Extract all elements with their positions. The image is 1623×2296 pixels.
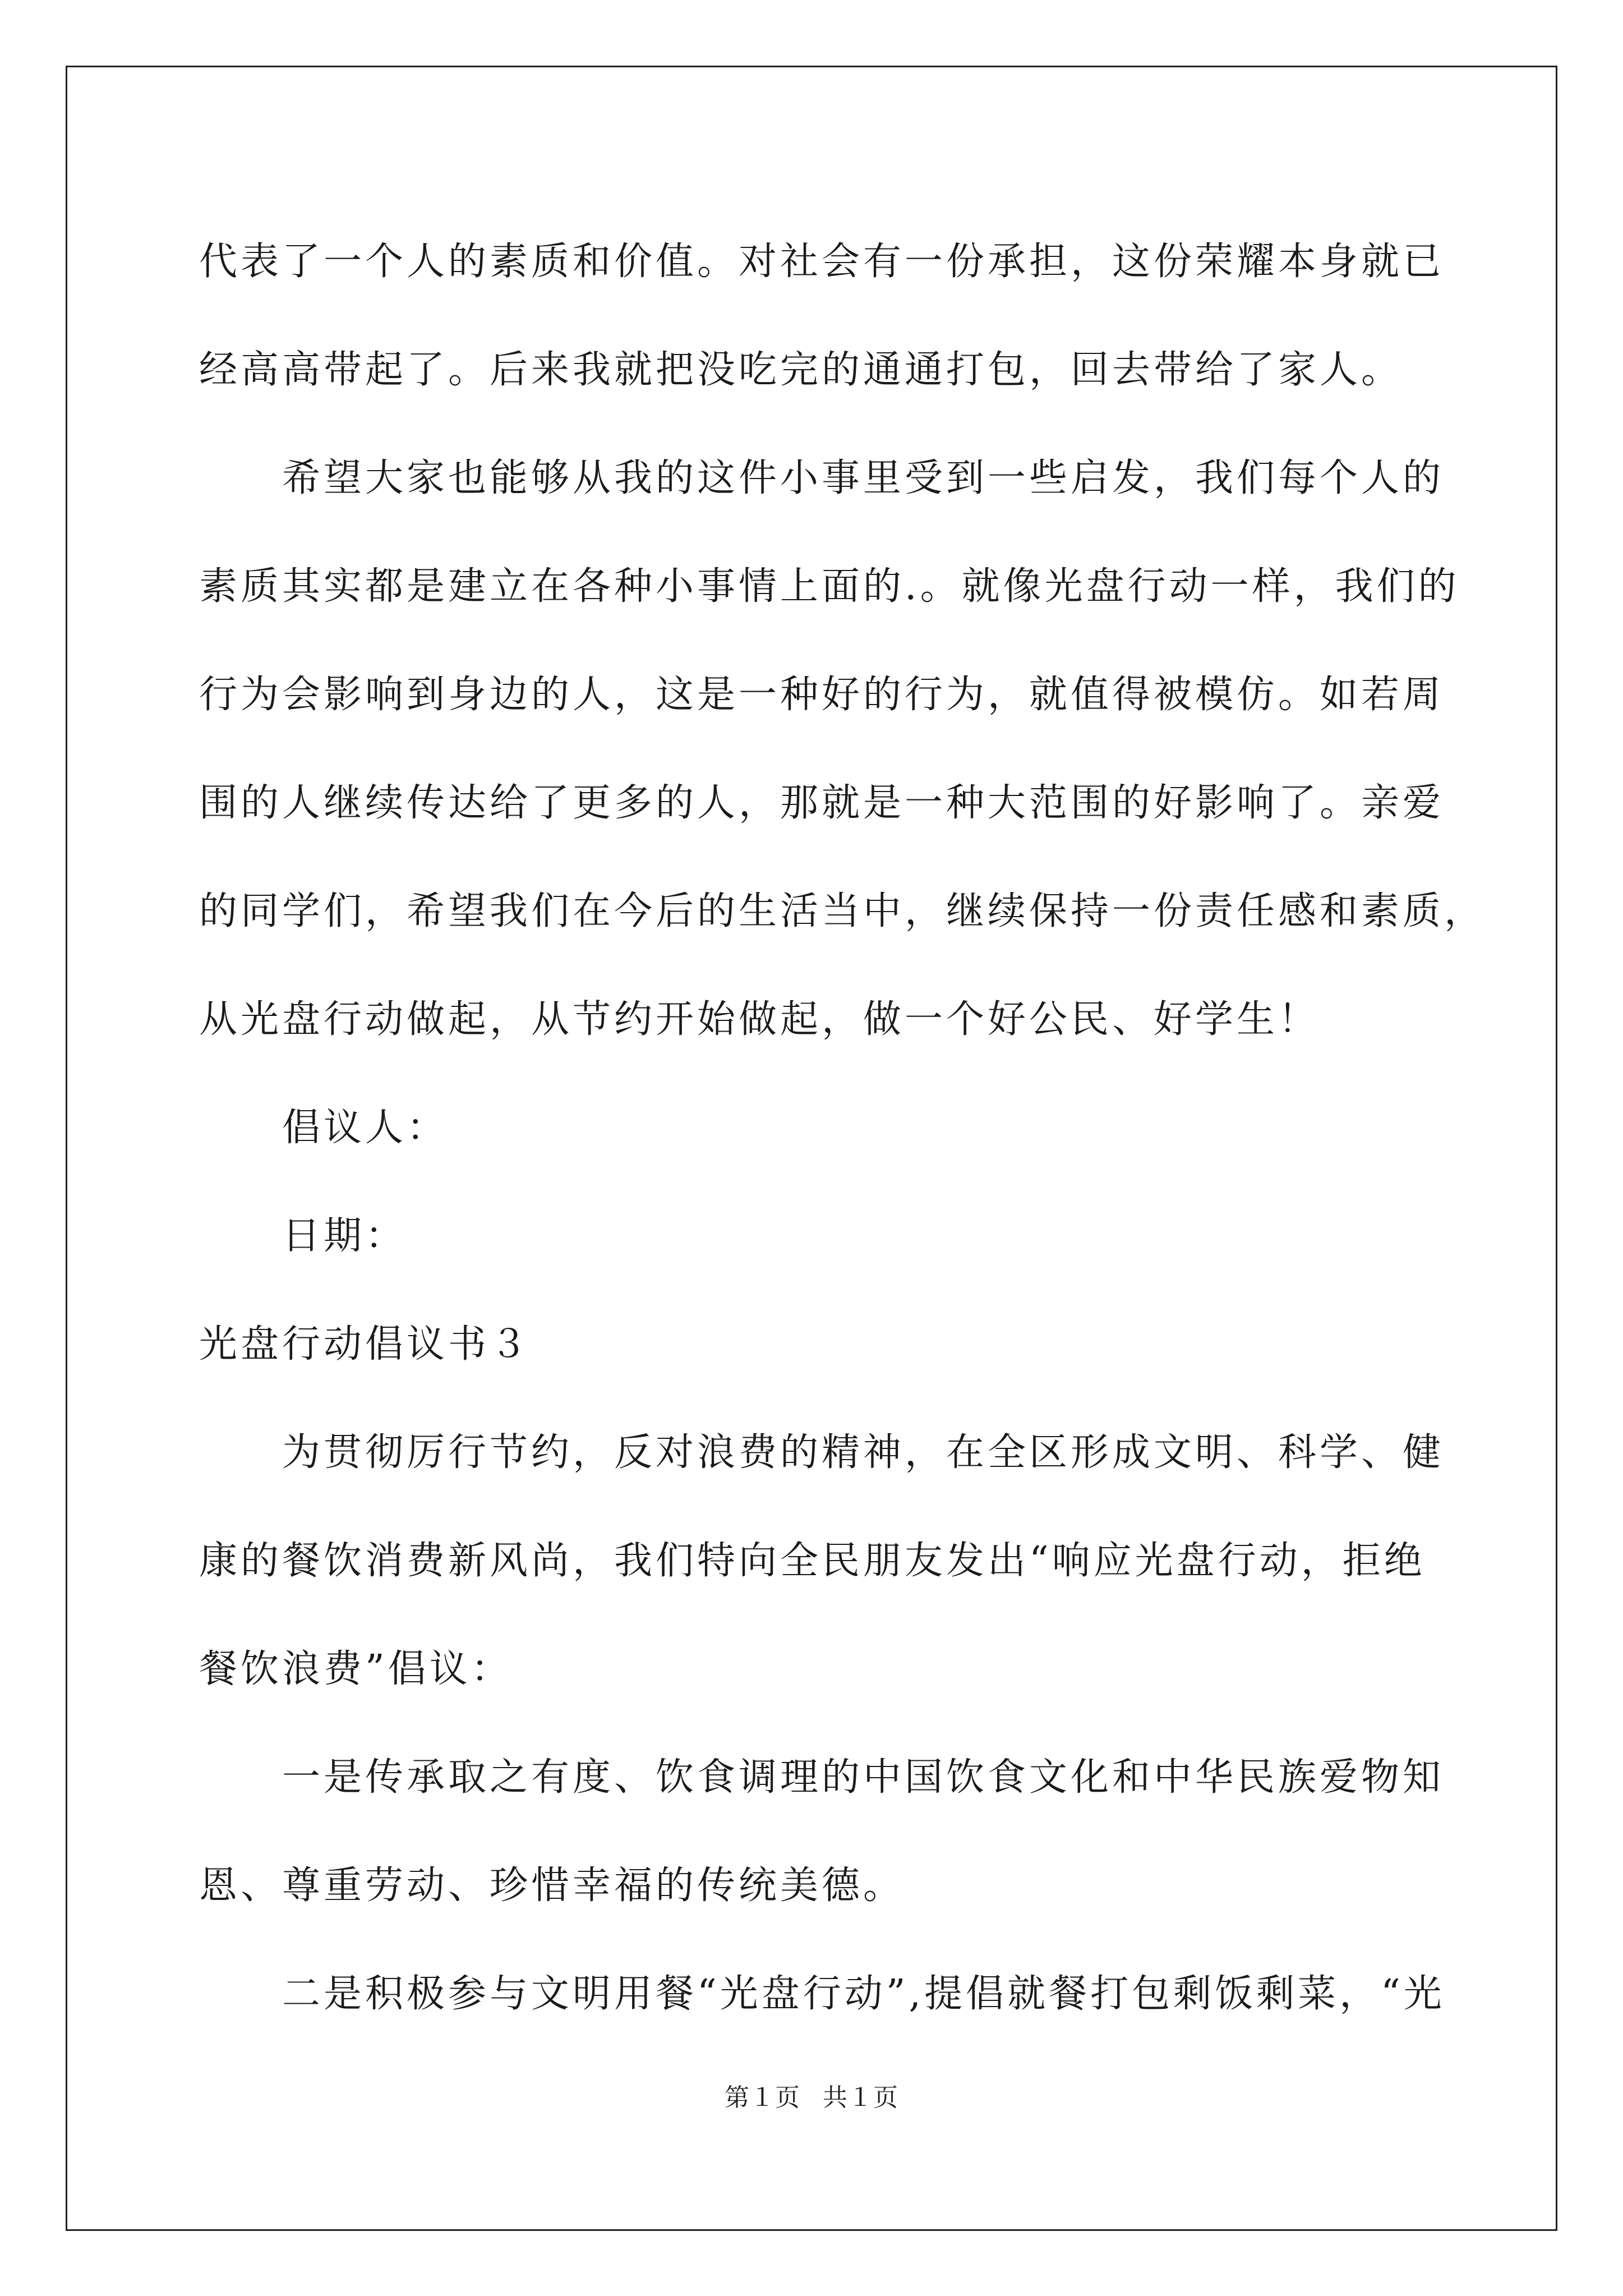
paragraph-line: 一是传承取之有度、饮食调理的中国饮食文化和中华民族爱物知 [282, 1755, 1445, 1800]
paragraph-line: 从光盘行动做起，从节约开始做起，做一个好公民、好学生！ [199, 997, 1320, 1042]
paragraph-line: 围的人继续传达给了更多的人，那就是一种大范围的好影响了。亲爱 [199, 781, 1445, 825]
paragraph-line: 为贯彻厉行节约，反对浪费的精神，在全区形成文明、科学、健 [282, 1430, 1445, 1475]
document-body [199, 208, 1486, 2048]
paragraph-line: 经高高带起了。后来我就把没吃完的通通打包，回去带给了家人。 [199, 348, 1403, 392]
page-footer [0, 2081, 1623, 2115]
paragraph-line: 行为会影响到身边的人，这是一种好的行为，就值得被模仿。如若周 [199, 673, 1445, 717]
paragraph-line: 希望大家也能够从我的这件小事里受到一些启发，我们每个人的 [282, 456, 1445, 500]
section-title: 光盘行动倡议书３ [199, 1322, 532, 1366]
paragraph-line: 二是积极参与文明用餐“光盘行动”,提倡就餐打包剩饭剩菜，“光 [282, 1972, 1445, 2016]
date-label: 日期： [282, 1214, 407, 1258]
paragraph-line: 餐饮浪费”倡议： [199, 1647, 513, 1691]
page-number: 第１页 [725, 2083, 800, 2112]
page-total: 共１页 [823, 2083, 898, 2112]
paragraph-line: 恩、尊重劳动、珍惜幸福的传统美德。 [199, 1864, 905, 1908]
paragraph-line: 康的餐饮消费新风尚，我们特向全民朋友发出“响应光盘行动，拒绝 [199, 1539, 1426, 1583]
proposer-label: 倡议人： [282, 1106, 449, 1150]
paragraph-line: 的同学们，希望我们在今后的生活当中，继续保持一份责任感和素质， [199, 889, 1486, 933]
paragraph-line: 代表了一个人的素质和价值。对社会有一份承担，这份荣耀本身就已 [199, 240, 1445, 284]
paragraph-line: 素质其实都是建立在各种小事情上面的.。就像光盘行动一样，我们的 [199, 564, 1460, 609]
